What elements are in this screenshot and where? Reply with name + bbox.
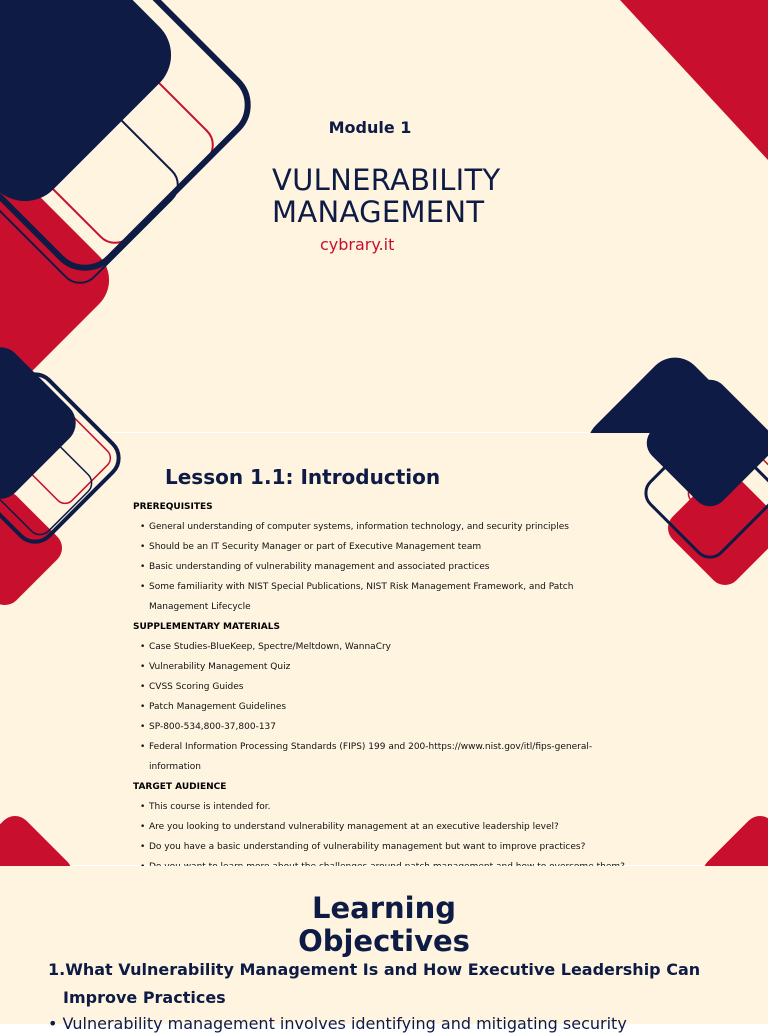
objective-text: What Vulnerability Management Is and How Executive Leadership Can [65,960,701,979]
title-slide [0,0,768,432]
list-item: • Should be an IT Security Manager or part of Executive Management team [133,537,633,557]
lesson-slide [0,433,768,865]
objectives-title-line: Learning [311,891,456,925]
list-item: • Are you looking to understand vulnerability management at an executive leadership level? [133,817,633,837]
list-item: • Federal Information Processing Standards (FIPS) 199 and 200-https://www.nist.gov/itl/fips-general- [133,737,633,757]
objective-text-continuation: Improve Practices [63,988,226,1007]
navy-diamond-shape [0,0,188,218]
list-item: • SP-800-534,800-37,800-137 [133,717,633,737]
objectives-slide [0,866,768,1033]
site-name: cybrary.it [320,235,395,254]
list-item: • This course is intended for. [133,797,633,817]
list-item-continuation: information [149,762,201,772]
course-title-line: MANAGEMENT [272,195,485,229]
course-title [272,164,501,228]
module-label: Module 1 [328,118,412,137]
list-item: • Case Studies-BlueKeep, Spectre/Meltdown, WannaCry [133,637,633,657]
list-item: • Patch Management Guidelines [133,697,633,717]
list-item: • Some familiarity with NIST Special Publications, NIST Risk Management Framework, and Patch [133,577,633,597]
list-item: • CVSS Scoring Guides [133,677,633,697]
list-item: • General understanding of computer systems, information technology, and security principles [133,517,633,537]
target-audience-list [133,797,633,877]
supplementary-list [133,637,633,777]
list-item: • Vulnerability Management Quiz [133,657,633,677]
objective-bullet: • Vulnerability management involves identifying and mitigating security [48,1014,627,1033]
list-item-continuation: Management Lifecycle [149,602,251,612]
objective-bullet-text: Vulnerability management involves identifying and mitigating security [62,1014,627,1033]
section-heading-target-audience: TARGET AUDIENCE [133,782,227,792]
section-heading-prerequisites: PREREQUISITES [133,502,213,512]
red-diamond-shape [0,484,69,611]
objectives-title-line: Objectives [298,924,470,958]
course-title-line: VULNERABILITY [272,163,501,197]
list-item: • Basic understanding of vulnerability management and associated practices [133,557,633,577]
section-heading-supplementary: SUPPLEMENTARY MATERIALS [133,622,280,632]
objective-number: 1. [48,960,66,979]
objectives-title [0,892,768,958]
lesson-content [133,497,633,877]
lesson-title: Lesson 1.1: Introduction [165,465,441,489]
list-item: • Do you have a basic understanding of vulnerability management but want to improve practices? [133,837,633,857]
objective-item [48,956,748,1012]
prerequisites-list [133,517,633,617]
